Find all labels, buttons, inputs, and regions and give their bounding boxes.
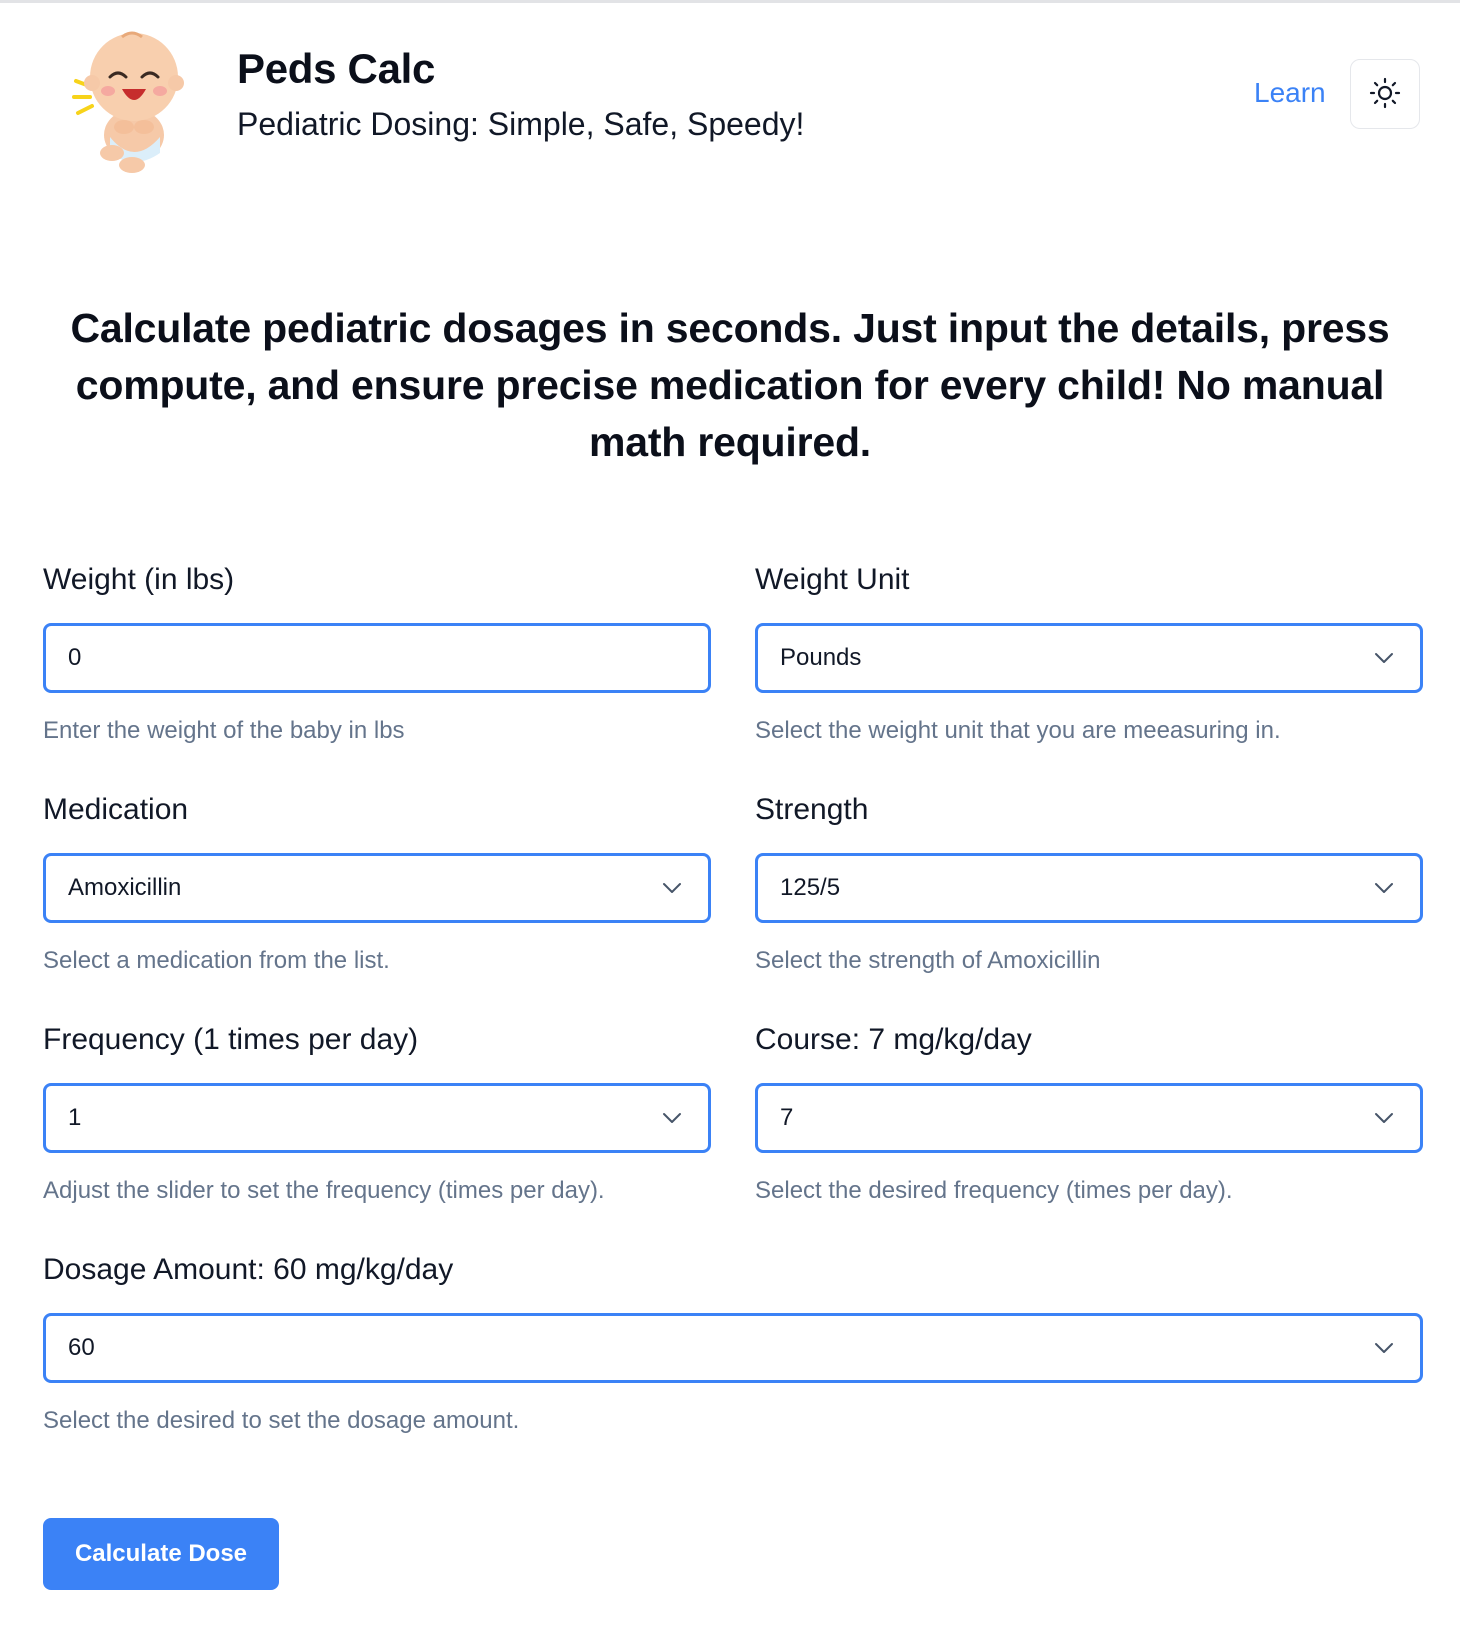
dosage-help-text: Select the desired to set the dosage amount. [43,1407,520,1434]
medication-help-text: Select a medication from the list. [43,947,390,974]
weight-unit-help-text: Select the weight unit that you are meeasuring in. [755,717,1281,744]
baby-mascot-icon [72,25,190,175]
dosage-label: Dosage Amount: 60 mg/kg/day [43,1253,454,1286]
weight-field [43,560,711,745]
theme-toggle-button[interactable] [1350,59,1420,129]
course-field [755,1020,1423,1205]
course-select[interactable] [755,1083,1423,1153]
chevron-down-icon [1374,882,1394,894]
chevron-down-icon [662,882,682,894]
hero-headline: Calculate pediatric dosages in seconds. Just input the details, press compute, and ensure precise medication for every child! No manual math required. [70,305,1390,465]
frequency-help-text: Adjust the slider to set the frequency (times per day). [43,1177,605,1204]
chevron-down-icon [1374,652,1394,664]
strength-select[interactable] [755,853,1423,923]
medication-label: Medication [43,793,189,826]
chevron-down-icon [662,1112,682,1124]
dosage-select[interactable] [43,1313,1423,1383]
medication-field [43,790,711,975]
app-header [0,3,1460,193]
chevron-down-icon [1374,1112,1394,1124]
weight-unit-label: Weight Unit [755,563,910,596]
sun-icon [1369,77,1401,112]
frequency-value: 1 [68,1104,82,1131]
chevron-down-icon [1374,1342,1394,1354]
strength-field [755,790,1423,975]
weight-label: Weight (in lbs) [43,563,235,596]
medication-value: Amoxicillin [68,874,182,901]
strength-help-text: Select the strength of Amoxicillin [755,947,1101,974]
weight-unit-field [755,560,1423,745]
course-label: Course: 7 mg/kg/day [755,1023,1032,1056]
dosage-value: 60 [68,1334,95,1361]
weight-input[interactable] [68,644,686,672]
strength-label: Strength [755,793,869,826]
calculate-dose-button[interactable]: Calculate Dose [43,1518,279,1590]
learn-link[interactable]: Learn [1254,77,1326,108]
frequency-select[interactable] [43,1083,711,1153]
app-title: Peds Calc [237,45,436,92]
weight-input-box[interactable] [43,623,711,693]
frequency-label: Frequency (1 times per day) [43,1023,419,1056]
course-help-text: Select the desired frequency (times per day). [755,1177,1233,1204]
app-subtitle: Pediatric Dosing: Simple, Safe, Speedy! [237,106,805,142]
weight-help-text: Enter the weight of the baby in lbs [43,717,405,744]
course-value: 7 [780,1104,794,1131]
medication-select[interactable] [43,853,711,923]
weight-unit-value: Pounds [780,644,862,671]
dosage-field [43,1250,1423,1435]
frequency-field [43,1020,711,1205]
strength-value: 125/5 [780,874,841,901]
weight-unit-select[interactable] [755,623,1423,693]
